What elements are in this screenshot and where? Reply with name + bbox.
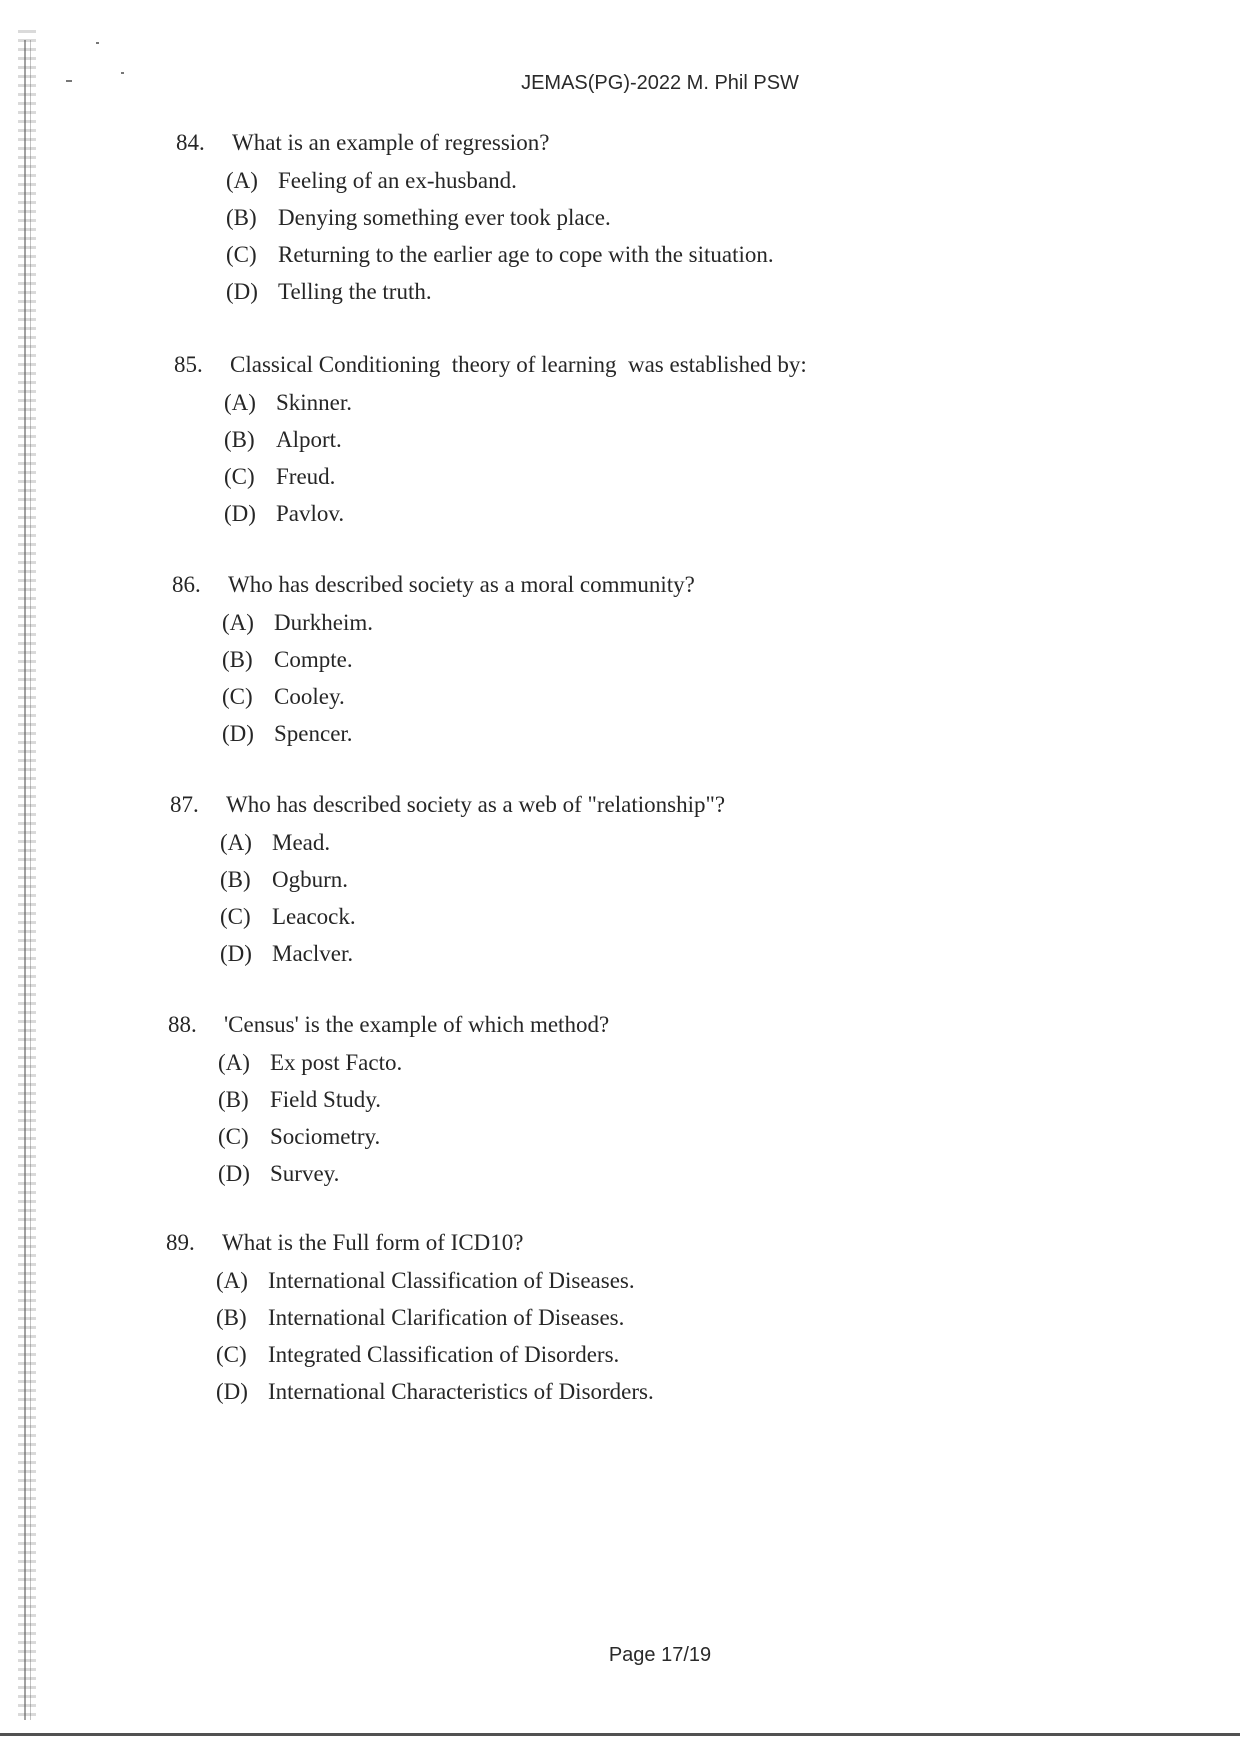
option-text: Compte. xyxy=(274,647,353,672)
option-label: (B) xyxy=(222,647,253,672)
option-text: Cooley. xyxy=(274,684,345,709)
question-stem xyxy=(174,352,807,382)
option-text: Sociometry. xyxy=(270,1124,381,1149)
option-text: Integrated Classification of Disorders. xyxy=(268,1342,620,1367)
option-a xyxy=(226,168,774,204)
question-text: Who has described society as a moral community? xyxy=(228,572,695,597)
question-text: 'Census' is the example of which method? xyxy=(224,1012,610,1037)
option-text: Denying something ever took place. xyxy=(278,205,611,230)
option-list xyxy=(220,830,725,977)
question-number: 86. xyxy=(172,572,201,597)
option-d xyxy=(218,1161,609,1197)
option-b xyxy=(218,1087,609,1123)
question-stem xyxy=(170,792,725,822)
scan-edge-line-secondary xyxy=(30,40,31,1720)
option-label: (A) xyxy=(224,390,256,415)
option-d xyxy=(224,501,807,537)
option-text: Maclver. xyxy=(272,941,354,966)
option-label: (D) xyxy=(220,941,252,966)
option-a xyxy=(220,830,725,866)
question-87 xyxy=(170,792,725,977)
option-b xyxy=(222,647,695,683)
option-text: Survey. xyxy=(270,1161,340,1186)
option-label: (C) xyxy=(218,1124,249,1149)
scan-bottom-line xyxy=(0,1733,1240,1736)
option-list xyxy=(226,168,774,315)
option-label: (B) xyxy=(220,867,251,892)
option-label: (A) xyxy=(226,168,258,193)
option-d xyxy=(216,1379,654,1415)
option-label: (A) xyxy=(222,610,254,635)
question-text: Classical Conditioning theory of learning was established by: xyxy=(230,352,807,377)
option-text: Telling the truth. xyxy=(278,279,432,304)
option-a xyxy=(216,1268,654,1304)
option-label: (B) xyxy=(216,1305,247,1330)
option-text: Mead. xyxy=(272,830,331,855)
option-list xyxy=(216,1268,654,1415)
question-text: What is an example of regression? xyxy=(232,130,550,155)
page-header: JEMAS(PG)-2022 M. Phil PSW xyxy=(521,72,799,94)
option-b xyxy=(220,867,725,903)
option-d xyxy=(220,941,725,977)
option-c xyxy=(220,904,725,940)
question-number: 85. xyxy=(174,352,203,377)
option-label: (B) xyxy=(224,427,255,452)
option-text: Durkheim. xyxy=(274,610,374,635)
question-number: 88. xyxy=(168,1012,197,1037)
question-88 xyxy=(168,1012,609,1197)
option-c xyxy=(226,242,774,278)
option-text: Pavlov. xyxy=(276,501,345,526)
option-label: (D) xyxy=(216,1379,248,1404)
option-label: (C) xyxy=(222,684,253,709)
option-label: (A) xyxy=(220,830,252,855)
question-stem xyxy=(166,1230,654,1260)
scan-speck xyxy=(96,42,99,44)
option-label: (C) xyxy=(226,242,257,267)
option-text: Field Study. xyxy=(270,1087,381,1112)
question-84 xyxy=(176,130,774,315)
option-text: Alport. xyxy=(276,427,342,452)
option-text: Spencer. xyxy=(274,721,353,746)
option-a xyxy=(222,610,695,646)
option-list xyxy=(224,390,807,537)
option-d xyxy=(226,279,774,315)
question-89 xyxy=(166,1230,654,1415)
option-text: Feeling of an ex-husband. xyxy=(278,168,517,193)
scan-edge-line xyxy=(24,40,26,1720)
option-list xyxy=(222,610,695,757)
option-label: (C) xyxy=(224,464,255,489)
option-text: Skinner. xyxy=(276,390,353,415)
option-label: (C) xyxy=(216,1342,247,1367)
page-number: Page 17/19 xyxy=(608,1644,712,1666)
option-label: (D) xyxy=(222,721,254,746)
option-a xyxy=(218,1050,609,1086)
option-text: Leacock. xyxy=(272,904,356,929)
option-label: (A) xyxy=(216,1268,248,1293)
option-b xyxy=(224,427,807,463)
option-a xyxy=(224,390,807,426)
question-85 xyxy=(174,352,807,537)
option-d xyxy=(222,721,695,757)
question-86 xyxy=(172,572,695,757)
option-text: Returning to the earlier age to cope with the situation. xyxy=(278,242,774,267)
scan-edge-shadow xyxy=(18,30,36,1720)
option-label: (D) xyxy=(218,1161,250,1186)
question-number: 84. xyxy=(176,130,205,155)
question-stem xyxy=(176,130,774,160)
option-c xyxy=(216,1342,654,1378)
option-b xyxy=(226,205,774,241)
option-label: (B) xyxy=(218,1087,249,1112)
option-label: (C) xyxy=(220,904,251,929)
option-text: Ogburn. xyxy=(272,867,349,892)
option-label: (B) xyxy=(226,205,257,230)
question-number: 89. xyxy=(166,1230,195,1255)
question-text: Who has described society as a web of "relationship"? xyxy=(226,792,726,817)
option-label: (A) xyxy=(218,1050,250,1075)
option-c xyxy=(222,684,695,720)
option-label: (D) xyxy=(224,501,256,526)
question-text: What is the Full form of ICD10? xyxy=(222,1230,524,1255)
option-c xyxy=(218,1124,609,1160)
option-list xyxy=(218,1050,609,1197)
question-stem xyxy=(172,572,695,602)
option-text: International Characteristics of Disorders. xyxy=(268,1379,654,1404)
question-stem xyxy=(168,1012,609,1042)
question-number: 87. xyxy=(170,792,199,817)
option-c xyxy=(224,464,807,500)
option-text: Ex post Facto. xyxy=(270,1050,403,1075)
option-label: (D) xyxy=(226,279,258,304)
option-text: Freud. xyxy=(276,464,336,489)
option-text: International Clarification of Diseases. xyxy=(268,1305,625,1330)
option-b xyxy=(216,1305,654,1341)
option-text: International Classification of Diseases. xyxy=(268,1268,635,1293)
